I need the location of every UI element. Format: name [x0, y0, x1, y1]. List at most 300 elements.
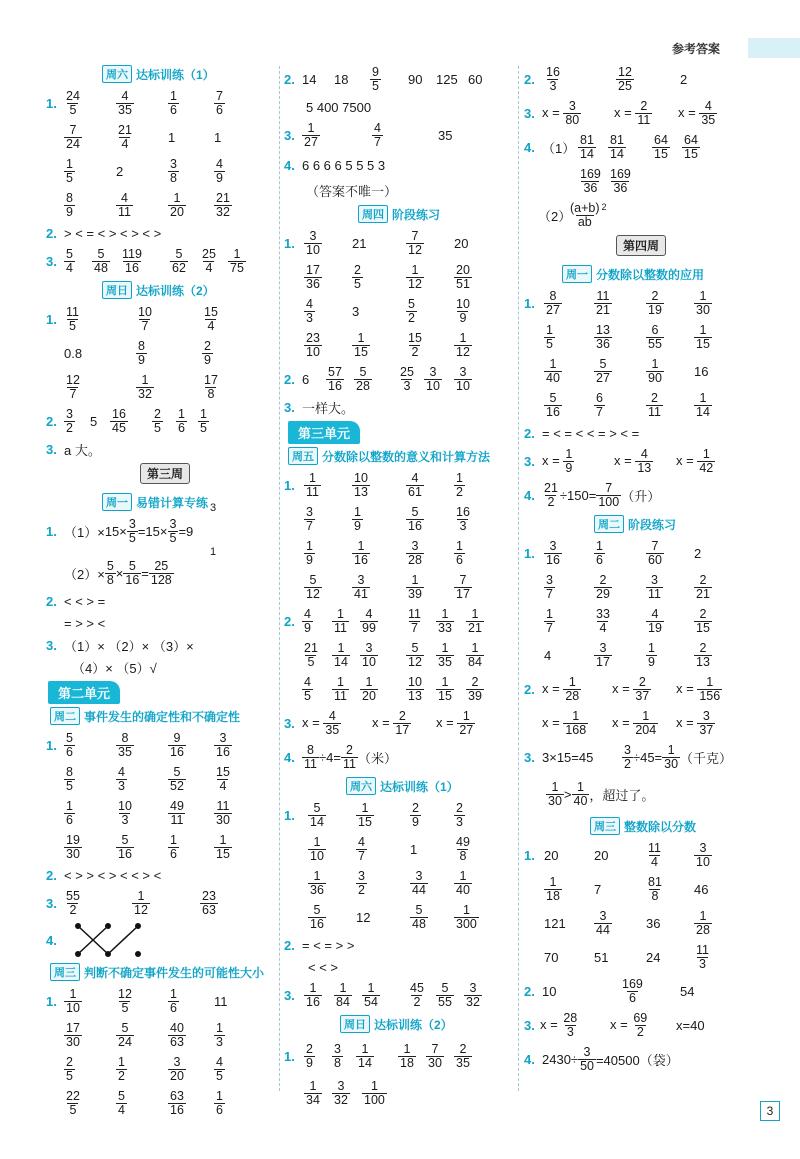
answer-cell: [308, 798, 326, 832]
answer-row: [290, 866, 515, 900]
answer-value: 1: [168, 129, 176, 145]
answer-cell: [646, 940, 660, 974]
denominator: 15: [438, 688, 452, 703]
question-number: 3.: [46, 895, 57, 911]
fraction: [200, 248, 218, 275]
numerator: 7: [605, 480, 613, 495]
numerator: 49: [456, 834, 470, 849]
answer-cell: [136, 302, 154, 336]
question-number: 1.: [284, 1048, 295, 1064]
question-number: 1.: [524, 545, 535, 561]
denominator: 15: [696, 620, 710, 635]
fraction: [544, 358, 562, 385]
answer-cell: [398, 362, 416, 396]
fraction: [228, 248, 246, 275]
answer-cell: [646, 286, 664, 320]
denominator: 18: [546, 888, 560, 903]
answer-cell: [168, 120, 175, 154]
denominator: 41: [354, 586, 368, 601]
unit-label: 第三单元: [288, 421, 360, 444]
fraction: [352, 472, 370, 499]
answer-row: [530, 388, 795, 422]
answer-cell: [332, 672, 349, 706]
answer-cell: [64, 1052, 75, 1086]
answer-cell: [594, 320, 612, 354]
equation-answer: [612, 710, 658, 737]
denominator: 128: [150, 572, 172, 587]
day-tag: 周二: [50, 707, 80, 725]
fraction: [635, 100, 652, 127]
answer-cell: [680, 974, 694, 1008]
expression-row: [52, 556, 274, 590]
denominator: 50: [580, 1058, 594, 1073]
answer-cell: [214, 86, 225, 120]
answer-cell: [454, 1036, 472, 1076]
denominator: 36: [310, 882, 324, 897]
answer-cell: [308, 900, 326, 934]
question-number: 4.: [284, 749, 295, 765]
answer-cell: [304, 226, 322, 260]
denominator: 27: [596, 370, 610, 385]
fraction: [64, 90, 82, 117]
question-number: 2.: [284, 613, 295, 629]
numerator: 1: [441, 640, 449, 655]
numerator: 6: [596, 390, 603, 405]
question-number: 3.: [284, 399, 295, 415]
answer-cell: [332, 1076, 350, 1110]
answer-row: [46, 404, 274, 438]
denominator: 2: [547, 494, 555, 509]
answer-cell: [454, 226, 468, 260]
answer-cell: [360, 638, 378, 672]
fraction: [594, 574, 612, 601]
answer-cell: [620, 974, 645, 1008]
numerator: 3: [599, 908, 607, 923]
term: =15×: [137, 523, 168, 539]
fraction: [622, 744, 633, 771]
answer-cell: [302, 706, 341, 740]
question-number: 1.: [46, 311, 57, 327]
variable-label: x =: [436, 714, 454, 730]
denominator: 11: [334, 620, 347, 635]
answer-row: [284, 226, 515, 260]
answer-value: 2: [694, 545, 702, 561]
numerator: 1: [699, 390, 707, 405]
fraction: [646, 290, 664, 317]
answer-cell: [370, 62, 381, 96]
fraction: [646, 608, 664, 635]
fraction: [64, 192, 75, 219]
denominator: 3: [566, 1024, 574, 1039]
section-title-text: 判断不确定事件发生的可能性大小: [84, 965, 265, 980]
fraction: [304, 298, 315, 325]
denominator: 39: [408, 586, 422, 601]
numerator: 4: [640, 446, 648, 461]
variable-label: x =: [372, 714, 390, 730]
fraction: [436, 608, 454, 635]
answer-cell: [578, 164, 603, 198]
answer-cell: [372, 118, 383, 152]
variable-label: x =: [612, 714, 630, 730]
denominator: 7: [358, 848, 365, 863]
numerator: 4: [121, 190, 128, 205]
fraction: [360, 676, 378, 703]
operator: ÷150=: [559, 487, 597, 503]
denominator: 13: [637, 460, 652, 475]
answer-cell: [214, 1086, 225, 1120]
answer-cell: [568, 198, 607, 232]
numerator: 3: [357, 572, 365, 587]
answer-cell: [214, 728, 232, 762]
denominator: 36: [583, 180, 598, 195]
text-row: [290, 956, 515, 978]
numerator: 4: [328, 708, 336, 723]
answer-cell: [544, 604, 555, 638]
fraction: [302, 676, 313, 703]
numerator: (a+b): [570, 200, 600, 215]
numerator: 69: [633, 1010, 648, 1025]
denominator: 12: [456, 344, 470, 359]
answer-cell: [64, 984, 82, 1018]
section-title-text: 分数除以整数的意义和计算方法: [322, 449, 491, 464]
answer-cell: [352, 226, 366, 260]
answer-cell: [360, 672, 378, 706]
denominator: 10: [362, 654, 376, 669]
denominator: 19: [648, 620, 662, 635]
numerator: 64: [684, 132, 698, 147]
answer-cell: [410, 798, 421, 832]
fraction: [214, 766, 232, 793]
fraction: [454, 472, 465, 499]
denominator: 7: [546, 586, 553, 601]
fraction: [352, 574, 370, 601]
header-title: 参考答案: [672, 42, 721, 56]
denominator: 4: [121, 136, 129, 151]
answer-row: [284, 978, 515, 1012]
numerator: 21: [544, 480, 558, 495]
answer-cell: [170, 244, 188, 278]
answer-cell: [436, 638, 454, 672]
numerator: 2: [699, 606, 707, 621]
fraction: [334, 982, 352, 1009]
answer-row: [52, 120, 274, 154]
answer-cell: [436, 706, 475, 740]
denominator: 156: [699, 688, 721, 703]
answer-cell: [352, 502, 363, 536]
variable-label: x =: [678, 104, 696, 120]
denominator: 4: [651, 854, 658, 869]
answer-value: 54: [680, 983, 695, 999]
term: 15×: [104, 523, 127, 539]
fraction: [454, 506, 472, 533]
denominator: 84: [468, 654, 482, 669]
numerator: 8: [66, 190, 73, 205]
denominator: 33: [438, 620, 452, 635]
fraction: [410, 904, 428, 931]
fraction: [64, 1022, 82, 1049]
answer-cell: [304, 260, 322, 294]
answer-value: 125: [436, 71, 458, 87]
text-row: [284, 152, 515, 178]
numerator: 3: [219, 730, 227, 745]
numerator: 2: [471, 674, 479, 689]
denominator: 5: [200, 420, 207, 435]
fraction: [616, 66, 634, 93]
numerator: 1: [137, 888, 145, 903]
denominator: 4: [599, 620, 607, 635]
matching-lines: [70, 920, 160, 960]
fraction: [168, 158, 179, 185]
section-title-text: 达标训练（1）: [380, 779, 459, 794]
numerator: 1: [337, 606, 344, 621]
section-title: [52, 490, 274, 514]
numerator: 1: [651, 356, 659, 371]
variable-label: x =: [676, 714, 694, 730]
numerator: 169: [622, 976, 643, 991]
fraction: [694, 290, 712, 317]
numerator: 2: [638, 674, 646, 689]
denominator: 27: [459, 722, 474, 737]
denominator: 2: [69, 902, 77, 917]
numerator: 21: [118, 122, 132, 137]
section-heading: [102, 493, 208, 511]
fraction: [694, 608, 712, 635]
answer-cell: [64, 762, 75, 796]
numerator: 5: [175, 246, 183, 261]
variable-label: x =: [542, 714, 560, 730]
numerator: 23: [202, 888, 216, 903]
denominator: 5: [304, 688, 311, 703]
expression-row: [530, 774, 795, 814]
denominator: 5: [354, 276, 361, 291]
denominator: 32: [334, 1092, 348, 1107]
text-row: [290, 96, 515, 118]
denominator: 11: [648, 586, 661, 601]
fraction: [406, 642, 424, 669]
fraction: [202, 374, 220, 401]
answer-row: [46, 302, 274, 336]
answer-cell: [302, 62, 316, 96]
answer-cell: [646, 388, 663, 422]
answer-cell: [334, 978, 352, 1012]
fraction: [116, 834, 134, 861]
numerator: 81: [648, 874, 662, 889]
answer-row: [524, 672, 795, 706]
answer-cell: [424, 362, 442, 396]
answer-row: [52, 370, 274, 404]
numerator: 5: [599, 356, 607, 371]
answer-row: [46, 244, 274, 278]
denominator: 16: [546, 552, 560, 567]
answer-cell: [228, 244, 246, 278]
denominator: 5: [307, 654, 315, 669]
question-number: 3.: [524, 749, 535, 765]
fraction: [542, 482, 560, 509]
fraction: [408, 982, 426, 1009]
answer-row: [284, 798, 515, 832]
denominator: 27: [546, 302, 560, 317]
numerator: 3: [337, 1078, 345, 1093]
denominator: 13: [408, 688, 422, 703]
unit-text: （米）: [357, 750, 397, 766]
numerator: 10: [118, 798, 132, 813]
answer-text: < > > < > < < > <: [64, 867, 162, 883]
question-number: 3.: [46, 637, 57, 653]
numerator: 2: [412, 800, 419, 815]
numerator: 4: [216, 156, 223, 171]
denominator: 44: [412, 882, 426, 897]
denominator: 16: [170, 1102, 184, 1117]
answer-cell: [332, 604, 349, 638]
answer-cell: [652, 130, 670, 164]
answer-cell: [198, 404, 209, 438]
numerator: 12: [618, 64, 632, 79]
numerator: 2: [699, 640, 707, 655]
fraction: [406, 676, 424, 703]
numerator: 5: [313, 902, 321, 917]
numerator: 3: [599, 640, 607, 655]
numerator: 1: [648, 640, 655, 655]
numerator: 49: [170, 798, 184, 813]
answer-value: 36: [646, 915, 661, 931]
fraction: [214, 192, 232, 219]
answer-cell: [302, 638, 320, 672]
answer-cell: [302, 362, 309, 396]
denominator: 3: [699, 956, 706, 971]
answer-cell: [304, 468, 321, 502]
answer-cell: [64, 336, 82, 370]
fraction: [110, 408, 128, 435]
numerator: 1: [572, 708, 580, 723]
denominator: 5: [128, 530, 136, 545]
denominator: 15: [654, 146, 668, 161]
answer-value: 7: [594, 881, 602, 897]
answer-cell: [304, 294, 315, 328]
fraction: [578, 134, 596, 161]
answer-cell: [64, 404, 75, 438]
equation-answer: [676, 448, 715, 475]
fraction: [454, 574, 472, 601]
denominator: 10: [306, 344, 320, 359]
numerator: 7: [459, 572, 467, 587]
numerator: 2: [398, 708, 406, 723]
denominator: 11: [648, 404, 661, 419]
fraction: [646, 358, 664, 385]
numerator: 28: [563, 1010, 578, 1025]
answer-cell: [694, 286, 712, 320]
numerator: 7: [411, 228, 419, 243]
expression: [542, 478, 660, 512]
fraction: [214, 1090, 225, 1117]
fraction: [168, 732, 186, 759]
answer-cell: [694, 638, 712, 672]
numerator: 1: [568, 674, 576, 689]
answer-row: [530, 638, 795, 672]
denominator: 3: [306, 310, 313, 325]
fraction: [214, 1056, 225, 1083]
denominator: 17: [456, 586, 470, 601]
answer-value: 35: [438, 127, 453, 143]
answer-value: 12: [356, 909, 371, 925]
fraction: [116, 1056, 127, 1083]
answer-row: [284, 1036, 515, 1076]
numerator: 3: [411, 538, 419, 553]
numerator: 1: [66, 798, 73, 813]
question-number: 1.: [284, 807, 295, 823]
fraction: [594, 642, 612, 669]
answer-row: [46, 728, 274, 762]
numerator: 3: [583, 1044, 591, 1059]
fraction: [127, 518, 138, 545]
numerator: 4: [121, 88, 129, 103]
answer-value: 3: [352, 303, 360, 319]
answer-cell: [304, 328, 322, 362]
denominator: 40: [546, 370, 560, 385]
fraction: [116, 732, 134, 759]
day-tag: 周日: [102, 281, 132, 299]
fraction: [356, 836, 367, 863]
numerator: 1: [549, 356, 557, 371]
equation-answer: [542, 710, 588, 737]
numerator: 57: [328, 364, 342, 379]
sub-label: （2）: [538, 208, 572, 224]
fraction: [352, 506, 363, 533]
fraction: [454, 1043, 472, 1070]
numerator: 3: [546, 572, 553, 587]
answer-cell: [608, 130, 626, 164]
fraction: [64, 890, 82, 917]
answer-cell: [594, 354, 612, 388]
question-number: 4.: [284, 157, 295, 173]
fraction: [64, 124, 82, 151]
denominator: 2: [636, 1024, 644, 1039]
denominator: 44: [596, 922, 610, 937]
answer-cell: [352, 536, 370, 570]
numerator: 2: [699, 572, 707, 587]
equation-answer: [372, 710, 411, 737]
fraction: [332, 676, 349, 703]
day-tag: 周三: [590, 817, 620, 835]
match-dot: [135, 951, 141, 957]
answer-cell: [116, 188, 133, 222]
fraction: [64, 732, 75, 759]
expression: [302, 740, 397, 774]
numerator: 3: [128, 516, 136, 531]
fraction: [646, 392, 663, 419]
answer-cell: [454, 570, 472, 604]
denominator: 9: [565, 460, 573, 475]
fraction: [168, 192, 186, 219]
denominator: 10: [66, 1000, 80, 1015]
numerator: 4: [304, 606, 311, 621]
numerator: 24: [66, 88, 80, 103]
answer-row: [524, 130, 795, 164]
numerator: 1: [309, 470, 316, 485]
answer-value: 1: [214, 129, 222, 145]
numerator: 1: [216, 1088, 223, 1103]
answer-cell: [168, 984, 179, 1018]
numerator: 5: [415, 902, 423, 917]
expression: [64, 556, 174, 590]
numerator: 3: [469, 980, 477, 995]
answer-cell: [214, 1018, 225, 1052]
section-title: [52, 960, 274, 984]
numerator: 5: [441, 980, 449, 995]
answer-cell: [408, 62, 422, 96]
answer-cell: [116, 86, 134, 120]
variable-label: x =: [302, 714, 320, 730]
denominator: 11: [118, 204, 131, 219]
